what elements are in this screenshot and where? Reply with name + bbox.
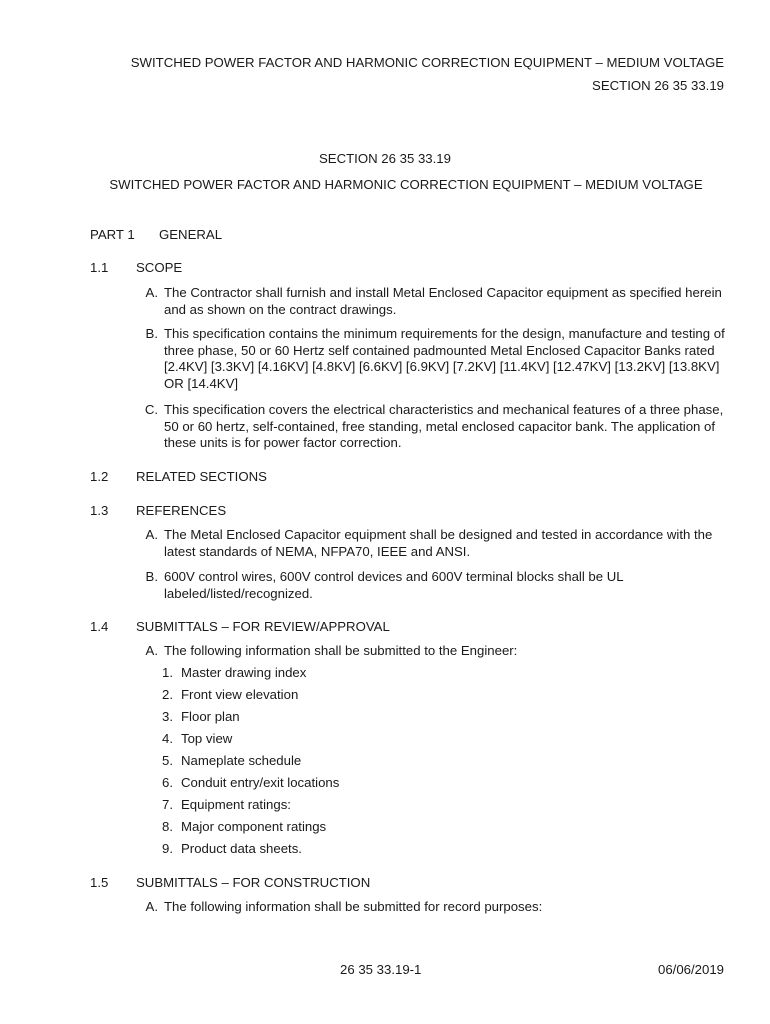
list-item-text: Master drawing index [181,665,307,680]
section-1-1-number: 1.1 [90,260,109,275]
submittals-item-a-text: The following information shall be submitted to the Engineer: [164,643,518,658]
running-header-section: SECTION 26 35 33.19 [592,78,724,93]
section-1-3-number: 1.3 [90,503,109,518]
list-item-text: Conduit entry/exit locations [181,775,340,790]
references-item-a-marker: A. [145,527,158,542]
list-item-text: Equipment ratings: [181,797,291,812]
construction-item-a-marker: A. [145,899,158,914]
section-1-1-heading: SCOPE [136,260,183,275]
page-number: 26 35 33.19-1 [340,962,422,977]
section-number-title: SECTION 26 35 33.19 [319,151,451,166]
scope-item-a-marker: A. [145,285,158,300]
section-1-5-heading: SUBMITTALS – FOR CONSTRUCTION [136,875,371,890]
section-name-title: SWITCHED POWER FACTOR AND HARMONIC CORRECTION EQUIPMENT – MEDIUM VOLTAGE [109,177,703,192]
list-item-marker: 3. [162,709,173,724]
running-header-title: SWITCHED POWER FACTOR AND HARMONIC CORRECTION EQUIPMENT – MEDIUM VOLTAGE [130,55,724,70]
section-1-3-heading: REFERENCES [136,503,227,518]
list-item-marker: 9. [162,841,173,856]
part-label: PART 1 [90,227,135,242]
scope-item-c-text: This specification covers the electrical characteristics and mechanical features of a three phase, 50 or 60 hertz, self-contained, free standing, metal enclosed capacitor bank. The application of these units is for power factor correction. [164,402,724,450]
scope-item-a-text: The Contractor shall furnish and install Metal Enclosed Capacitor equipment as specified herein and as shown on the contract drawings. [164,285,722,317]
section-1-4-heading: SUBMITTALS – FOR REVIEW/APPROVAL [136,619,390,634]
section-1-5-number: 1.5 [90,875,109,890]
list-item-marker: 6. [162,775,173,790]
section-1-4-number: 1.4 [90,619,109,634]
section-1-2-heading: RELATED SECTIONS [136,469,267,484]
list-item-marker: 4. [162,731,173,746]
references-item-a-text: The Metal Enclosed Capacitor equipment shall be designed and tested in accordance with the latest standards of NEMA, NFPA70, IEEE and ANSI. [164,527,713,559]
scope-item-b-text: This specification contains the minimum requirements for the design, manufacture and testing of three phase, 50 or 60 Hertz self contained padmounted Metal Enclosed Capacitor Banks rated [2.4KV] [3.3KV] [4.16KV] [4.8KV] [6.6KV] [6.9KV] [7.2KV] [11.4KV] [12.47KV] [13.2KV] [13.8KV] OR [14.4KV] [164,326,725,391]
list-item-text: Floor plan [181,709,240,724]
document-date: 06/06/2019 [657,962,724,977]
list-item-text: Major component ratings [181,819,327,834]
list-item-marker: 5. [162,753,173,768]
section-1-2-number: 1.2 [90,469,109,484]
construction-item-a-text: The following information shall be submitted for record purposes: [164,899,543,914]
scope-item-b-marker: B. [145,326,158,341]
list-item-marker: 2. [162,687,173,702]
list-item-text: Front view elevation [181,687,299,702]
part-title: GENERAL [159,227,223,242]
submittals-item-a-marker: A. [145,643,158,658]
scope-item-c-marker: C. [144,402,158,417]
references-item-b-marker: B. [145,569,158,584]
list-item-text: Top view [181,731,233,746]
references-item-b-text: 600V control wires, 600V control devices and 600V terminal blocks shall be UL labeled/listed/recognized. [164,569,624,601]
list-item-text: Nameplate schedule [181,753,302,768]
list-item-marker: 1. [162,665,173,680]
list-item-text: Product data sheets. [181,841,302,856]
list-item-marker: 8. [162,819,173,834]
list-item-marker: 7. [162,797,173,812]
